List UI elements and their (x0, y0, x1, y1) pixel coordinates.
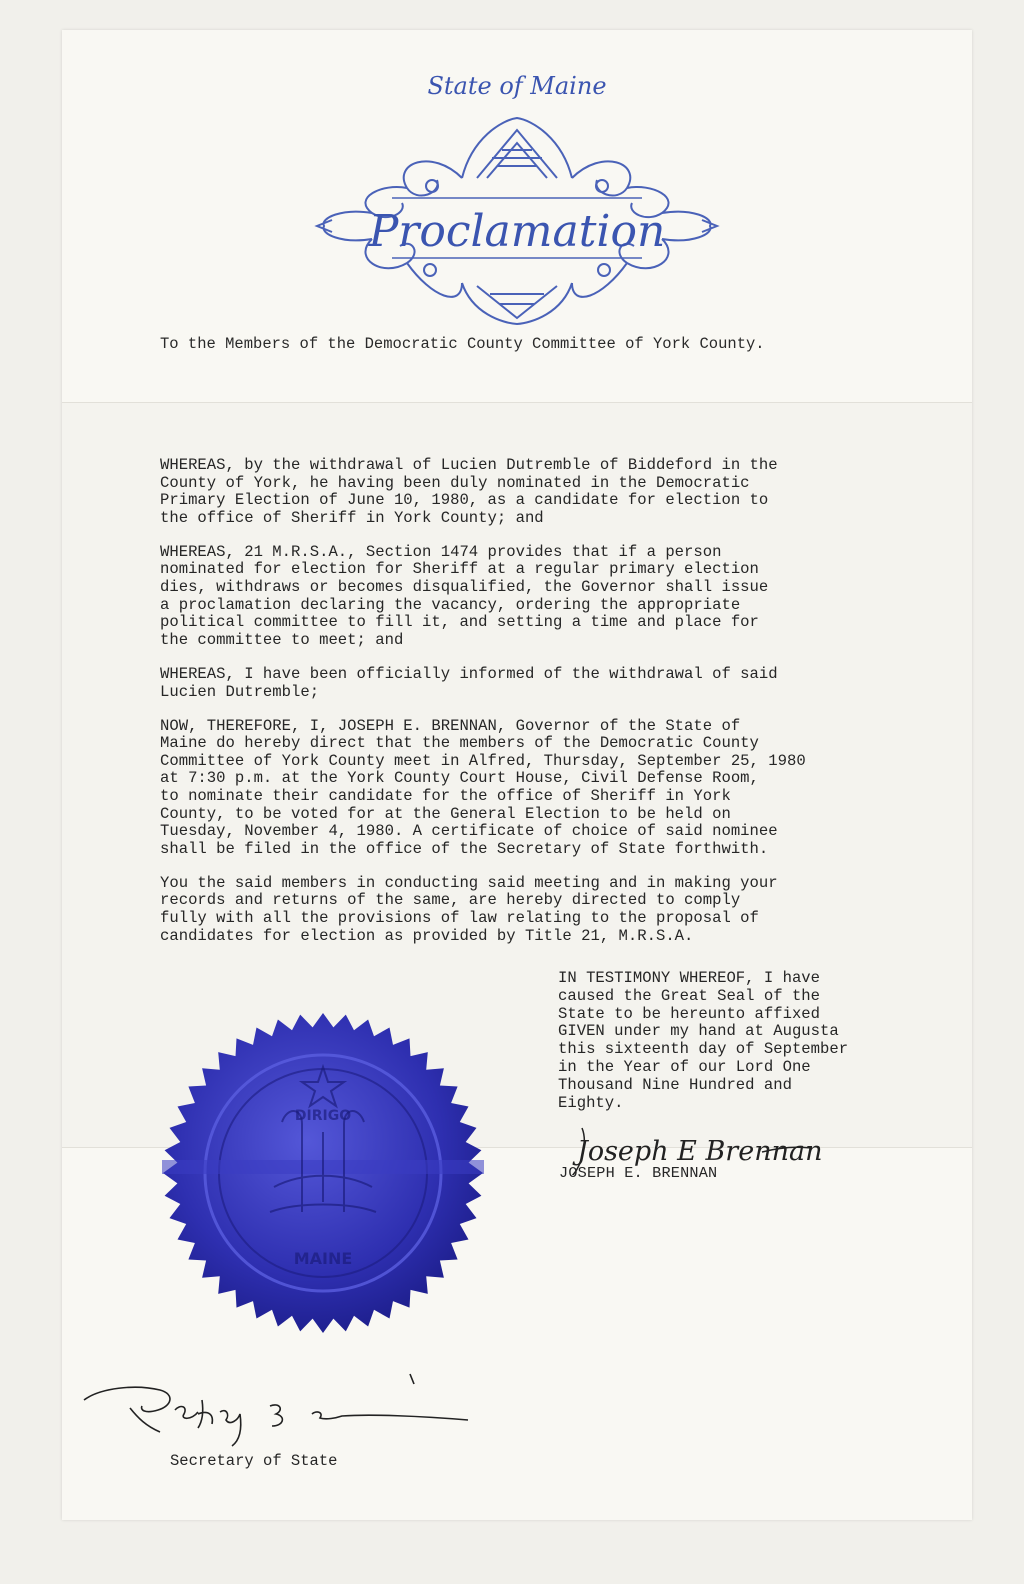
addressee-line: To the Members of the Democratic County Committee of York County. (160, 335, 765, 353)
proclamation-document (62, 30, 972, 1520)
svg-text:Joseph E Brennan: Joseph E Brennan (577, 1136, 822, 1167)
proclamation-body (160, 457, 920, 962)
seal-motto: DIRIGO (294, 1108, 352, 1124)
governor-typed-name: JOSEPH E. BRENNAN (559, 1164, 718, 1182)
secretary-signature (80, 1370, 500, 1450)
now-therefore-paragraph: NOW, THEREFORE, I, JOSEPH E. BRENNAN, Governor of the State of Maine do hereby direct that the members of the Democratic County Committee of York County meet in Alfred, Thursday, September 25, 1980 at 7:30 p.m. at the York County Court House, Civil Defense Room, to nominate their candidate for the office of Sheriff in York County, to be voted for at the General Election to be held on Tuesday, November 4, 1980. A certificate of choice of said nominee shall be filed in the office of the Secretary of State forthwith. (160, 716, 806, 858)
state-title: State of Maine (427, 72, 607, 100)
proclamation-ornament (312, 108, 722, 328)
whereas-statute-paragraph: WHEREAS, 21 M.R.S.A., Section 1474 provides that if a person nominated for election for Sheriff at a regular primary election dies, withdraws or becomes disqualified, the Governor shall issue a proclamation declaring the vacancy, ordering the appropriate political committee to fill it, and setting a time and place for the committee to meet; and (160, 542, 769, 649)
proclamation-word: Proclamation (368, 206, 666, 257)
whereas-informed-paragraph: WHEREAS, I have been officially informed of the withdrawal of said Lucien Dutremble; (160, 664, 778, 701)
secretary-of-state-label: Secretary of State (170, 1452, 338, 1470)
testimony-block: IN TESTIMONY WHEREOF, I have caused the Great Seal of the State to be hereunto affixed GIVEN under my hand at Augusta this sixteenth day of September in the Year of our Lord One Thousand Nine Hundred and Eighty. (558, 969, 849, 1112)
seal-state-name: MAINE (293, 1249, 353, 1268)
great-seal (162, 1012, 484, 1334)
fold-line-top (62, 402, 972, 403)
whereas-withdrawal-paragraph: WHEREAS, by the withdrawal of Lucien Dutremble of Biddeford in the County of York, he having been duly nominated in the Democratic Primary Election of June 10, 1980, as a candidate for election to the office of Sheriff in York County; and (160, 456, 778, 527)
directive-paragraph: You the said members in conducting said meeting and in making your records and returns of the same, are hereby directed to comply fully with all the provisions of law relating to the proposal of candidates for election as provided by Title 21, M.R.S.A. (160, 873, 778, 945)
